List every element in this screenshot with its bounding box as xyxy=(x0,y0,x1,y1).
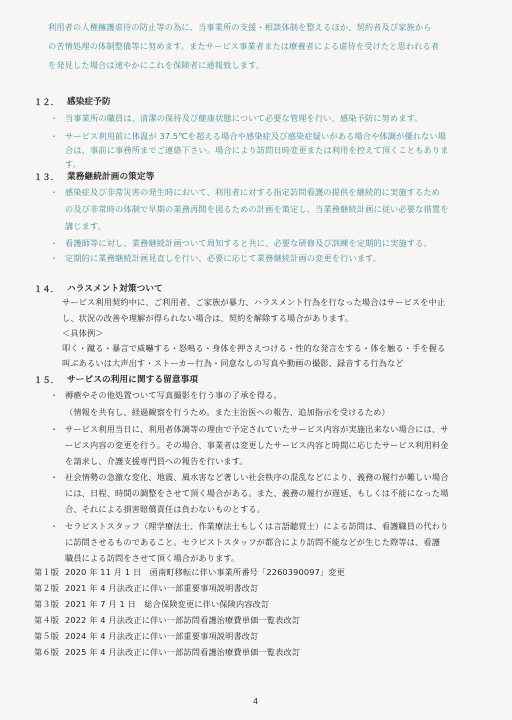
section-15-item-3-line-1: 社会情勢の急激な変化、地震、風水害など著しい社会秩序の混乱などにより、義務の履行が難しい場合 xyxy=(65,472,449,482)
section-15-item-4-line-2: に訪問させるものであること。セラピストスタッフが都合により訪問不能などが生じた際等は、看護 xyxy=(65,537,441,547)
bullet-icon: ・ xyxy=(50,239,58,248)
section-13-number: １３． xyxy=(34,172,60,182)
section-15-item-3-line-3: 合、それによる損害賠償責任は負わないものとする。 xyxy=(65,504,266,514)
section-13-item-1-line-1: 感染症及び非常災害の発生時において、利用者に対する指定訪問看護の提供を継続的に実施するため xyxy=(65,187,441,197)
section-15-item-1-line-2: （情報を共有し、経過観察を行うため。また主治医への報告、追加指示を受けるため） xyxy=(65,407,390,417)
section-13-item-1-line-3: 講じます。 xyxy=(65,221,107,231)
section-14-number: １４． xyxy=(34,284,60,294)
bullet-icon: ・ xyxy=(50,425,58,434)
intro-line-3: を発見した場合は速やかにこれを保険者に通報致します。 xyxy=(48,60,265,70)
history-entry: 2022 年 4 月法改正に伴い一部訪問看護治療費単価一覧表改訂 xyxy=(65,615,301,625)
section-14-example-line-2: 叫ぶあるいは大声出す・ストーカー行為・同意なしの写真や動画の撮影、録音する行為など xyxy=(62,358,404,368)
section-14-para-line-2: し、状況の改善や理解が得られない場合は、契約を解除する場合があります。 xyxy=(62,313,354,323)
section-12-item-2-line-1: サービス利用前に体温が 37.5℃を超える場合や感染症及び感染症疑いがある場合や体調が優れない場 xyxy=(65,131,447,141)
bullet-icon: ・ xyxy=(50,188,58,197)
history-entry: 2020 年 11 月 1 日 函南町移転に伴い事業所番号「2260390097」変更 xyxy=(65,567,345,577)
section-15-item-2-line-2: ービス内容の変更を行う。その場合、事業者は変更したサービス内容と時間に応じたサービス利用料金 xyxy=(65,440,449,450)
section-15-title: サービスの利用に関する留意事項 xyxy=(67,375,199,385)
section-15-number: １５． xyxy=(34,375,60,385)
section-13-item-2: 看護師等に対し、業務継続計画ついて周知すると共に、必要な研修及び訓練を定期的に実施する。 xyxy=(65,238,432,248)
bullet-icon: ・ xyxy=(50,391,58,400)
bullet-icon: ・ xyxy=(50,114,58,123)
section-12-item-2-line-3: す。 xyxy=(65,159,82,169)
section-12-item-1: 当事業所の職員は、清潔の保持及び健康状態について必要な管理を行い、感染予防に努めます。 xyxy=(65,113,423,123)
bullet-icon: ・ xyxy=(50,132,58,141)
history-version: 第３版 xyxy=(34,599,60,609)
section-15-item-4-line-3: 職員による訪問をさせて頂く場合があります。 xyxy=(65,553,240,563)
section-14-title: ハラスメント対策ついて xyxy=(67,284,163,294)
section-15-item-2-line-3: を請求し、介護支援専門員への報告を行います。 xyxy=(65,456,248,466)
history-version: 第４版 xyxy=(34,615,60,625)
section-14-example-label: ＜具体例＞ xyxy=(62,328,104,338)
bullet-icon: ・ xyxy=(50,254,58,263)
section-15-item-3-line-2: には、日程、時間の調整をさせて頂く場合がある。また、義務の履行が遅延、もしくは不能になった場 xyxy=(65,488,449,498)
intro-line-1: 利用者の人権擁護虐待の防止等の為に、当事業所の支援・相談体制を整えるほか、契約者及び家族から xyxy=(48,22,432,32)
section-14-example-line-1: 叩く・蹴る・暴言で威嚇する・怒鳴る・身体を押さえつける・性的な発言をする・体を触る・手を握る xyxy=(62,343,446,353)
history-version: 第６版 xyxy=(34,647,60,657)
section-15-item-1-line-1: 褥瘡やその他処置ついて写真撮影を行う事の了承を得る。 xyxy=(65,390,282,400)
bullet-icon: ・ xyxy=(50,522,58,531)
section-12-item-2-line-2: 合は、事前に事務所までご連絡下さい。場合により訪問日時変更または利用を控えて頂くこともありま xyxy=(65,145,449,155)
section-12-number: １２． xyxy=(34,97,60,107)
history-version: 第２版 xyxy=(34,583,60,593)
history-entry: 2021 年 4 月法改正に伴い一部重要事項説明書改訂 xyxy=(65,583,259,593)
intro-line-2: の苦情処理の体制整備等に努めます。またサービス事業者または療養者による虐待を受けたと思われる者 xyxy=(48,41,440,51)
section-15-item-2-line-1: サービス利用当日に、利用者体調等の理由で予定されていたサービス内容が実施出来ない場合には、サ xyxy=(65,424,449,434)
history-entry: 2021 年 7 月 1 日 総合保険変更に伴い保険内容改訂 xyxy=(65,599,270,609)
section-13-item-1-line-2: の及び非常時の体制で早期の業務再開を図るための計画を策定し、当業務継続計画に従い必要な措置を xyxy=(65,204,449,214)
page-number: 4 xyxy=(253,697,259,706)
history-entry: 2024 年 4 月法改正に伴い一部重要事項説明書改訂 xyxy=(65,631,259,641)
history-version: 第５版 xyxy=(34,631,60,641)
section-12-title: 感染症予防 xyxy=(67,97,111,107)
section-14-para-line-1: サービス利用契約中に、ご利用者、ご家族が暴力、ハラスメント行為を行なった場合はサービスを中止 xyxy=(62,297,446,307)
section-15-item-4-line-1: セラピストスタッフ（理学療法士、作業療法士もしくは言語聴覚士）による訪問は、看護職員の代わり xyxy=(65,521,449,531)
history-version: 第１版 xyxy=(34,567,60,577)
history-entry: 2025 年 4 月法改正に伴い一部訪問看護治療費単価一覧表改訂 xyxy=(65,647,301,657)
section-13-item-3: 定期的に業務継続計画見直しを行い、必要に応じて業務継続計画の変更を行います。 xyxy=(65,253,382,263)
bullet-icon: ・ xyxy=(50,473,58,482)
section-13-title: 業務継続計画の策定等 xyxy=(67,172,155,182)
